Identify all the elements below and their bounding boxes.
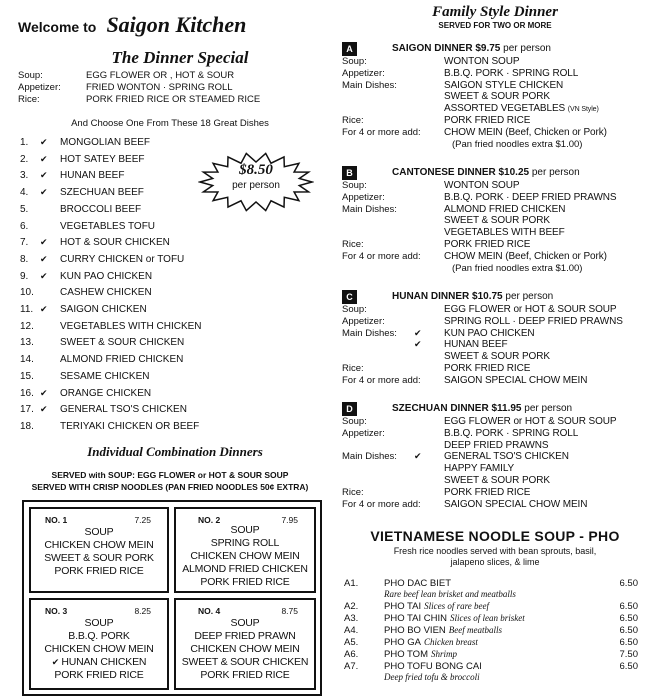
combo-box-4: NO. 4 8.75 SOUP DEEP FRIED PRAWN CHICKEN CHOW MEIN SWEET & SOUR CHICKEN PORK FRIED RICE — [174, 598, 316, 690]
special-price-unit: per person — [232, 180, 280, 191]
set-row-label: For 4 or more add: — [342, 374, 421, 386]
set-row-item: SPRING ROLL · DEEP FRIED PRAWNS — [444, 315, 623, 327]
set-row-label: For 4 or more add: — [342, 250, 421, 262]
set-row-item: WONTON SOUP — [444, 180, 520, 191]
set-row-item: EGG FLOWER or HOT & SOUR SOUP — [444, 416, 617, 427]
combination-note-soup: SERVED with SOUP: EGG FLOWER or HOT & SOUR SOUP — [51, 470, 289, 480]
set-row-label: Appetizer: — [342, 427, 385, 439]
special-price: $8.50 — [239, 162, 273, 178]
set-row-item: PORK FRIED RICE — [444, 239, 531, 250]
family-subtitle: SERVED FOR TWO OR MORE — [438, 21, 552, 30]
dish-item: 5. BROCCOLI BEEF — [20, 203, 142, 215]
set-row-label: Rice: — [342, 115, 364, 126]
pho-item-desc: Rare beef lean brisket and meatballs — [384, 589, 516, 599]
restaurant-name: Saigon Kitchen — [106, 12, 247, 37]
set-row-item: HAPPY FAMILY — [444, 463, 515, 475]
set-badge: D — [342, 402, 357, 416]
set-row-item: ASSORTED VEGETABLES (VN Style) — [444, 103, 599, 115]
set-row-item: EGG FLOWER or HOT & SOUR SOUP — [444, 304, 617, 315]
pepper-icon: ✔ — [40, 153, 48, 164]
dish-item: 9. ✔ KUN PAO CHICKEN — [20, 270, 153, 282]
pepper-icon: ✔ — [414, 339, 422, 350]
set-row-label: For 4 or more add: — [342, 126, 421, 138]
pho-item: A4. PHO BO VIEN Beef meatballs 6.50 — [344, 625, 638, 636]
set-header: SZECHUAN DINNER $11.95 per person — [392, 403, 573, 414]
set-row-item: PORK FRIED RICE — [444, 115, 531, 126]
dinner-special-title: The Dinner Special — [111, 48, 249, 67]
set-row-item: B.B.Q. PORK · SPRING ROLL — [444, 67, 579, 79]
set-row-label: Main Dishes: — [342, 451, 397, 463]
pepper-icon: ✔ — [414, 327, 422, 338]
pepper-icon: ✔ — [40, 237, 48, 248]
welcome-heading — [18, 12, 338, 38]
dish-item: 11. ✔ SAIGON CHICKEN — [20, 304, 147, 315]
set-row-label: Main Dishes: — [342, 79, 397, 91]
pho-item: A3. PHO TAI CHIN Slices of lean brisket 6.50 — [344, 613, 638, 624]
pepper-icon: ✔ — [40, 304, 48, 314]
set-row-item: SAIGON SPECIAL CHOW MEIN — [444, 498, 588, 510]
set-row-item: DEEP FRIED PRAWNS — [444, 439, 549, 451]
set-row-item: PORK FRIED RICE — [444, 363, 531, 374]
pho-item: A6. PHO TOM Shrimp 7.50 — [344, 649, 638, 660]
dish-item: 14. ALMOND FRIED CHICKEN — [20, 354, 184, 366]
dish-item: 2. ✔ HOT SATEY BEEF — [20, 153, 145, 165]
combination-note-noodles: SERVED WITH CRISP NOODLES (PAN FRIED NOODLES 50¢ EXTRA) — [31, 482, 309, 492]
combo-1-items: SOUP CHICKEN CHOW MEIN SWEET & SOUR PORK PORK FRIED RICE — [44, 526, 154, 577]
set-row-label: Main Dishes: — [342, 327, 397, 339]
dish-item: 7. ✔ HOT & SOUR CHICKEN — [20, 237, 170, 249]
pepper-icon: ✔ — [40, 270, 48, 281]
set-row-item: SWEET & SOUR PORK — [444, 475, 550, 486]
combo-box-3: NO. 3 8.25 SOUP B.B.Q. PORK CHICKEN CHOW MEIN ✔ HUNAN CHICKEN PORK FRIED RICE — [29, 598, 169, 690]
pepper-icon: ✔ — [414, 451, 422, 462]
dish-item: 13. SWEET & SOUR CHICKEN — [20, 337, 185, 349]
set-header: HUNAN DINNER $10.75 per person — [392, 291, 554, 302]
set-row-label: Appetizer: — [342, 191, 385, 203]
set-header: SAIGON DINNER $9.75 per person — [392, 43, 551, 54]
dish-item: 18. TERIYAKI CHICKEN OR BEEF — [20, 420, 200, 432]
pepper-icon: ✔ — [40, 387, 48, 398]
pho-desc-2: jalapeno slices, & lime — [450, 557, 540, 567]
pho-item-desc: Deep fried tofu & broccoli — [384, 672, 480, 682]
set-row-item: SWEET & SOUR PORK — [444, 215, 550, 227]
set-row-label: Appetizer: — [342, 315, 385, 327]
set-row-item: WONTON SOUP — [444, 56, 520, 67]
pepper-icon: ✔ — [40, 253, 48, 264]
combo-4-items: SOUP DEEP FRIED PRAWN CHICKEN CHOW MEIN SWEET & SOUR CHICKEN PORK FRIED RICE — [181, 617, 309, 681]
set-row-item: ALMOND FRIED CHICKEN — [444, 203, 566, 215]
set-row-label: Main Dishes: — [342, 203, 397, 215]
pepper-icon: ✔ — [40, 170, 48, 181]
set-row-item: SAIGON SPECIAL CHOW MEIN — [444, 374, 588, 386]
set-badge: B — [342, 166, 357, 180]
combination-frame — [22, 500, 322, 696]
pho-item: A7. PHO TOFU BONG CAI 6.50 — [344, 661, 638, 672]
dish-item: 3. ✔ HUNAN BEEF — [20, 170, 125, 182]
set-extra-note: (Pan fried noodles extra $1.00) — [452, 262, 583, 274]
dish-item: 17. ✔ GENERAL TSO'S CHICKEN — [20, 404, 187, 416]
set-row-item: PORK FRIED RICE — [444, 486, 531, 498]
set-row-item: HUNAN BEEF — [444, 339, 508, 351]
pepper-icon: ✔ — [51, 657, 62, 667]
set-row-label: Rice: — [342, 486, 364, 498]
dish-item: 8. ✔ CURRY CHICKEN or TOFU — [20, 253, 185, 265]
set-row-item: B.B.Q. PORK · DEEP FRIED PRAWNS — [444, 191, 617, 203]
set-row-label: Soup: — [342, 180, 367, 191]
set-header: CANTONESE DINNER $10.25 per person — [392, 167, 580, 178]
pepper-icon: ✔ — [40, 187, 48, 198]
pho-title: VIETNAMESE NOODLE SOUP - PHO — [370, 528, 620, 544]
set-row-item: SWEET & SOUR PORK — [444, 351, 550, 363]
welcome-text: Welcome to — [18, 19, 97, 35]
pho-item: A5. PHO GA Chicken breast 6.50 — [344, 637, 638, 648]
dish-item: 16. ✔ ORANGE CHICKEN — [20, 387, 152, 399]
dish-item: 12. VEGETABLES WITH CHICKEN — [20, 320, 202, 332]
pho-desc-1: Fresh rice noodles served with bean sprouts, basil, — [393, 546, 597, 556]
set-row-item: SWEET & SOUR PORK — [444, 91, 550, 103]
pepper-icon: ✔ — [40, 137, 48, 147]
set-row-label: Soup: — [342, 304, 367, 315]
set-row-item: SAIGON STYLE CHICKEN — [444, 79, 564, 91]
pho-item: A1. PHO DAC BIET 6.50 — [344, 578, 638, 589]
set-row-label: Rice: — [342, 363, 364, 374]
dish-item: 1. ✔ MONGOLIAN BEEF — [20, 137, 151, 148]
set-row-label: Soup: — [342, 56, 367, 67]
set-row-item: CHOW MEIN (Beef, Chicken or Pork) — [444, 126, 607, 138]
dish-item: 6. VEGETABLES TOFU — [20, 220, 156, 232]
combination-title: Individual Combination Dinners — [87, 444, 263, 459]
set-row-label: Soup: — [342, 416, 367, 427]
pho-item: A2. PHO TAI Slices of rare beef 6.50 — [344, 601, 638, 612]
set-row-item: KUN PAO CHICKEN — [444, 327, 535, 339]
set-row-label: Appetizer: — [342, 67, 385, 79]
dish-item: 15. SESAME CHICKEN — [20, 370, 150, 382]
combo-box-1: NO. 1 7.25 SOUP CHICKEN CHOW MEIN SWEET & SOUR PORK PORK FRIED RICE — [29, 507, 169, 593]
combo-2-items: SOUP SPRING ROLL CHICKEN CHOW MEIN ALMOND FRIED CHICKEN PORK FRIED RICE — [182, 524, 308, 588]
set-row-item: B.B.Q. PORK · SPRING ROLL — [444, 427, 579, 439]
set-row-label: Rice: — [342, 239, 364, 250]
set-badge: C — [342, 290, 357, 304]
set-badge: A — [342, 42, 357, 56]
set-extra-note: (Pan fried noodles extra $1.00) — [452, 138, 583, 150]
combo-3-items: SOUP B.B.Q. PORK CHICKEN CHOW MEIN ✔ HUNAN CHICKEN PORK FRIED RICE — [44, 617, 154, 681]
dish-item: 10. CASHEW CHICKEN — [20, 287, 152, 299]
set-row-item: GENERAL TSO'S CHICKEN — [444, 451, 569, 463]
set-row-item: VEGETABLES WITH BEEF — [444, 227, 565, 239]
set-row-item: CHOW MEIN (Beef, Chicken or Pork) — [444, 250, 607, 262]
family-title: Family Style Dinner — [432, 4, 558, 20]
choose-instruction: And Choose One From These 18 Great Dishes — [71, 118, 269, 129]
combo-box-2: NO. 2 7.95 SOUP SPRING ROLL CHICKEN CHOW MEIN ALMOND FRIED CHICKEN PORK FRIED RICE — [174, 507, 316, 593]
dish-item: 4. ✔ SZECHUAN BEEF — [20, 187, 144, 199]
set-row-label: For 4 or more add: — [342, 498, 421, 510]
pepper-icon: ✔ — [40, 404, 48, 415]
